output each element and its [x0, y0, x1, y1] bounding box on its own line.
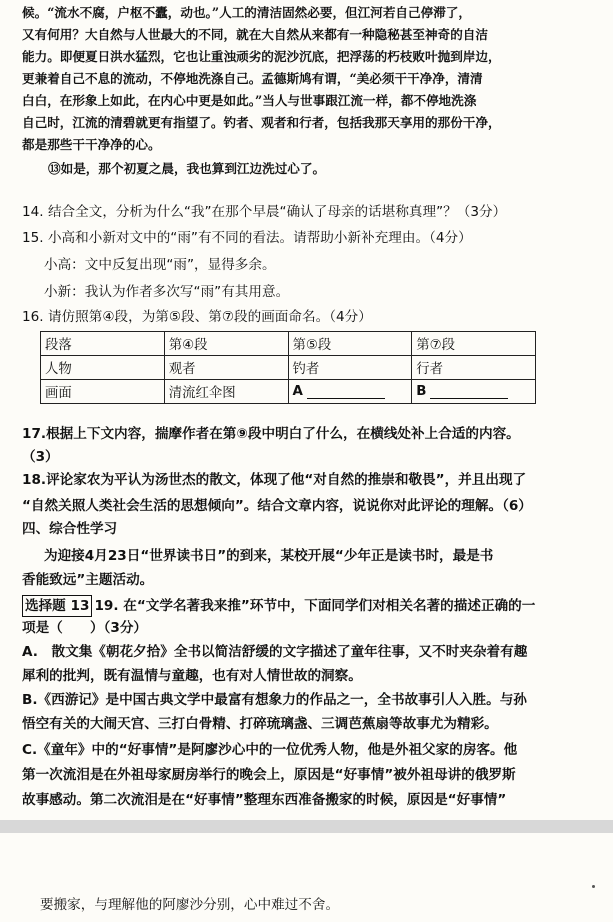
- question-15: 15. 小高和小新对文中的“雨”有不同的看法。请帮助小新补充理由。（4分）: [22, 230, 472, 246]
- table-cell: 行者: [412, 356, 536, 380]
- table-cell: 第⑤段: [288, 332, 412, 356]
- table-cell-b[interactable]: [412, 380, 536, 404]
- passage-line: ⑬如是，那个初夏之晨，我也算到江边洗过心了。: [48, 161, 326, 176]
- table-row: [41, 380, 536, 404]
- question-17: 17.根据上下文内容，揣摩作者在第⑨段中明白了什么，在横线处补上合适的内容。: [22, 426, 520, 442]
- next-page-line: 要搬家，与理解他的阿廖沙分别，心中难过不舍。: [40, 897, 340, 913]
- table-row: [41, 356, 536, 380]
- passage-line: 能力。即便夏日洪水猛烈，它也让重浊顽劣的泥沙沉底，把浮荡的朽枝败叶抛到岸边，: [22, 49, 501, 64]
- table-cell: 画面: [41, 380, 165, 404]
- passage-line: 自己时，江流的清碧就更有指望了。钓者、观者和行者，包括我那天享用的那份干净，: [22, 115, 501, 130]
- section-heading: 四、综合性学习: [22, 521, 118, 537]
- answer-blank-b[interactable]: [430, 386, 508, 399]
- question-15-xin: 小新：我认为作者多次写“雨”有其用意。: [44, 284, 290, 300]
- next-page: [0, 833, 613, 922]
- table-cell: 第⑦段: [412, 332, 536, 356]
- option-a[interactable]: A. 散文集《朝花夕拾》全书以简洁舒缓的文字描述了童年往事，又不时夹杂着有趣: [22, 644, 528, 660]
- option-b-cont: 悟空有关的大闹天宫、三打白骨精、打碎琉璃盏、三调芭蕉扇等故事尤为精彩。: [22, 716, 498, 732]
- passage-line: 又有何用？大自然与人世最大的不同，就在大自然从来都有一种隐秘甚至神奇的自洁: [22, 27, 488, 42]
- question-18-cont: “自然关照人类社会生活的思想倾向”。结合文章内容，说说你对此评论的理解。（6）: [22, 498, 532, 514]
- question-14: 14. 结合全文，分析为什么“我”在那个早晨“确认了母亲的话堪称真理”？（3分）: [22, 204, 507, 220]
- option-c-cont: 第一次流泪是在外祖母家厨房举行的晚会上，原因是“好事情”被外祖母讲的俄罗斯: [22, 767, 516, 783]
- table-row: [41, 332, 536, 356]
- answer-blank-a[interactable]: [307, 386, 385, 399]
- passage-line: 更兼着自己不息的流动，不停地洗涤自己。孟德斯鸠有谓，“美必须干干净净，清清: [22, 71, 483, 86]
- passage-line: 白白，在形象上如此，在内心中更是如此。”当人与世事跟江流一样，都不停地洗涤: [22, 93, 477, 108]
- question-19: [22, 595, 599, 617]
- question-16: 16. 请仿照第④段，为第⑤段、第⑦段的画面命名。（4分）: [22, 309, 372, 325]
- option-a-cont: 犀利的批判，既有温情与童趣，也有对人情世故的洞察。: [22, 668, 362, 684]
- table-cell: 观者: [164, 356, 288, 380]
- table-cell: 人物: [41, 356, 165, 380]
- passage-line: 都是那些干干净净的心。: [22, 137, 161, 152]
- blank-label-a: A: [292, 384, 303, 399]
- table-cell: 钓者: [288, 356, 412, 380]
- activity-intro: 为迎接4月23日“世界读书日”的到来，某校开展“少年正是读书时，最是书: [44, 548, 494, 564]
- page-divider: [0, 820, 613, 833]
- activity-intro-cont: 香能致远”主题活动。: [22, 572, 154, 588]
- question-15-gao: 小高：文中反复出现“雨”，显得多余。: [44, 257, 276, 273]
- passage-line: 候。“流水不腐，户枢不蠹，动也。”人工的清洁固然必要，但江河若自己停滞了，: [22, 5, 471, 20]
- table-cell: 清流红伞图: [164, 380, 288, 404]
- table-cell: 段落: [41, 332, 165, 356]
- speck: [592, 885, 595, 888]
- table-cell: 第④段: [164, 332, 288, 356]
- option-c-cont: 故事感动。第二次流泪是在“好事情”整理东西准备搬家的时候，原因是“好事情”: [22, 792, 507, 808]
- option-c[interactable]: C.《童年》中的“好事情”是阿廖沙心中的一位优秀人物，他是外祖父家的房客。他: [22, 742, 518, 758]
- question-17-score: （3）: [22, 449, 59, 465]
- option-b[interactable]: B.《西游记》是中国古典文学中最富有想象力的作品之一，全书故事引人入胜。与孙: [22, 692, 527, 708]
- table-cell-a[interactable]: [288, 380, 412, 404]
- question-19-cont: 项是（ ）（3分）: [22, 620, 148, 636]
- answer-table: [40, 331, 536, 404]
- question-18: 18.评论家农为平认为汤世杰的散文，体现了他“对自然的推崇和敬畏”，并且出现了: [22, 472, 527, 488]
- choice-question-tag: 选择题 13: [22, 595, 92, 617]
- blank-label-b: B: [416, 384, 427, 399]
- question-19-text: 19. 在“文学名著我来推”环节中，下面同学们对相关名著的描述正确的一: [94, 598, 536, 614]
